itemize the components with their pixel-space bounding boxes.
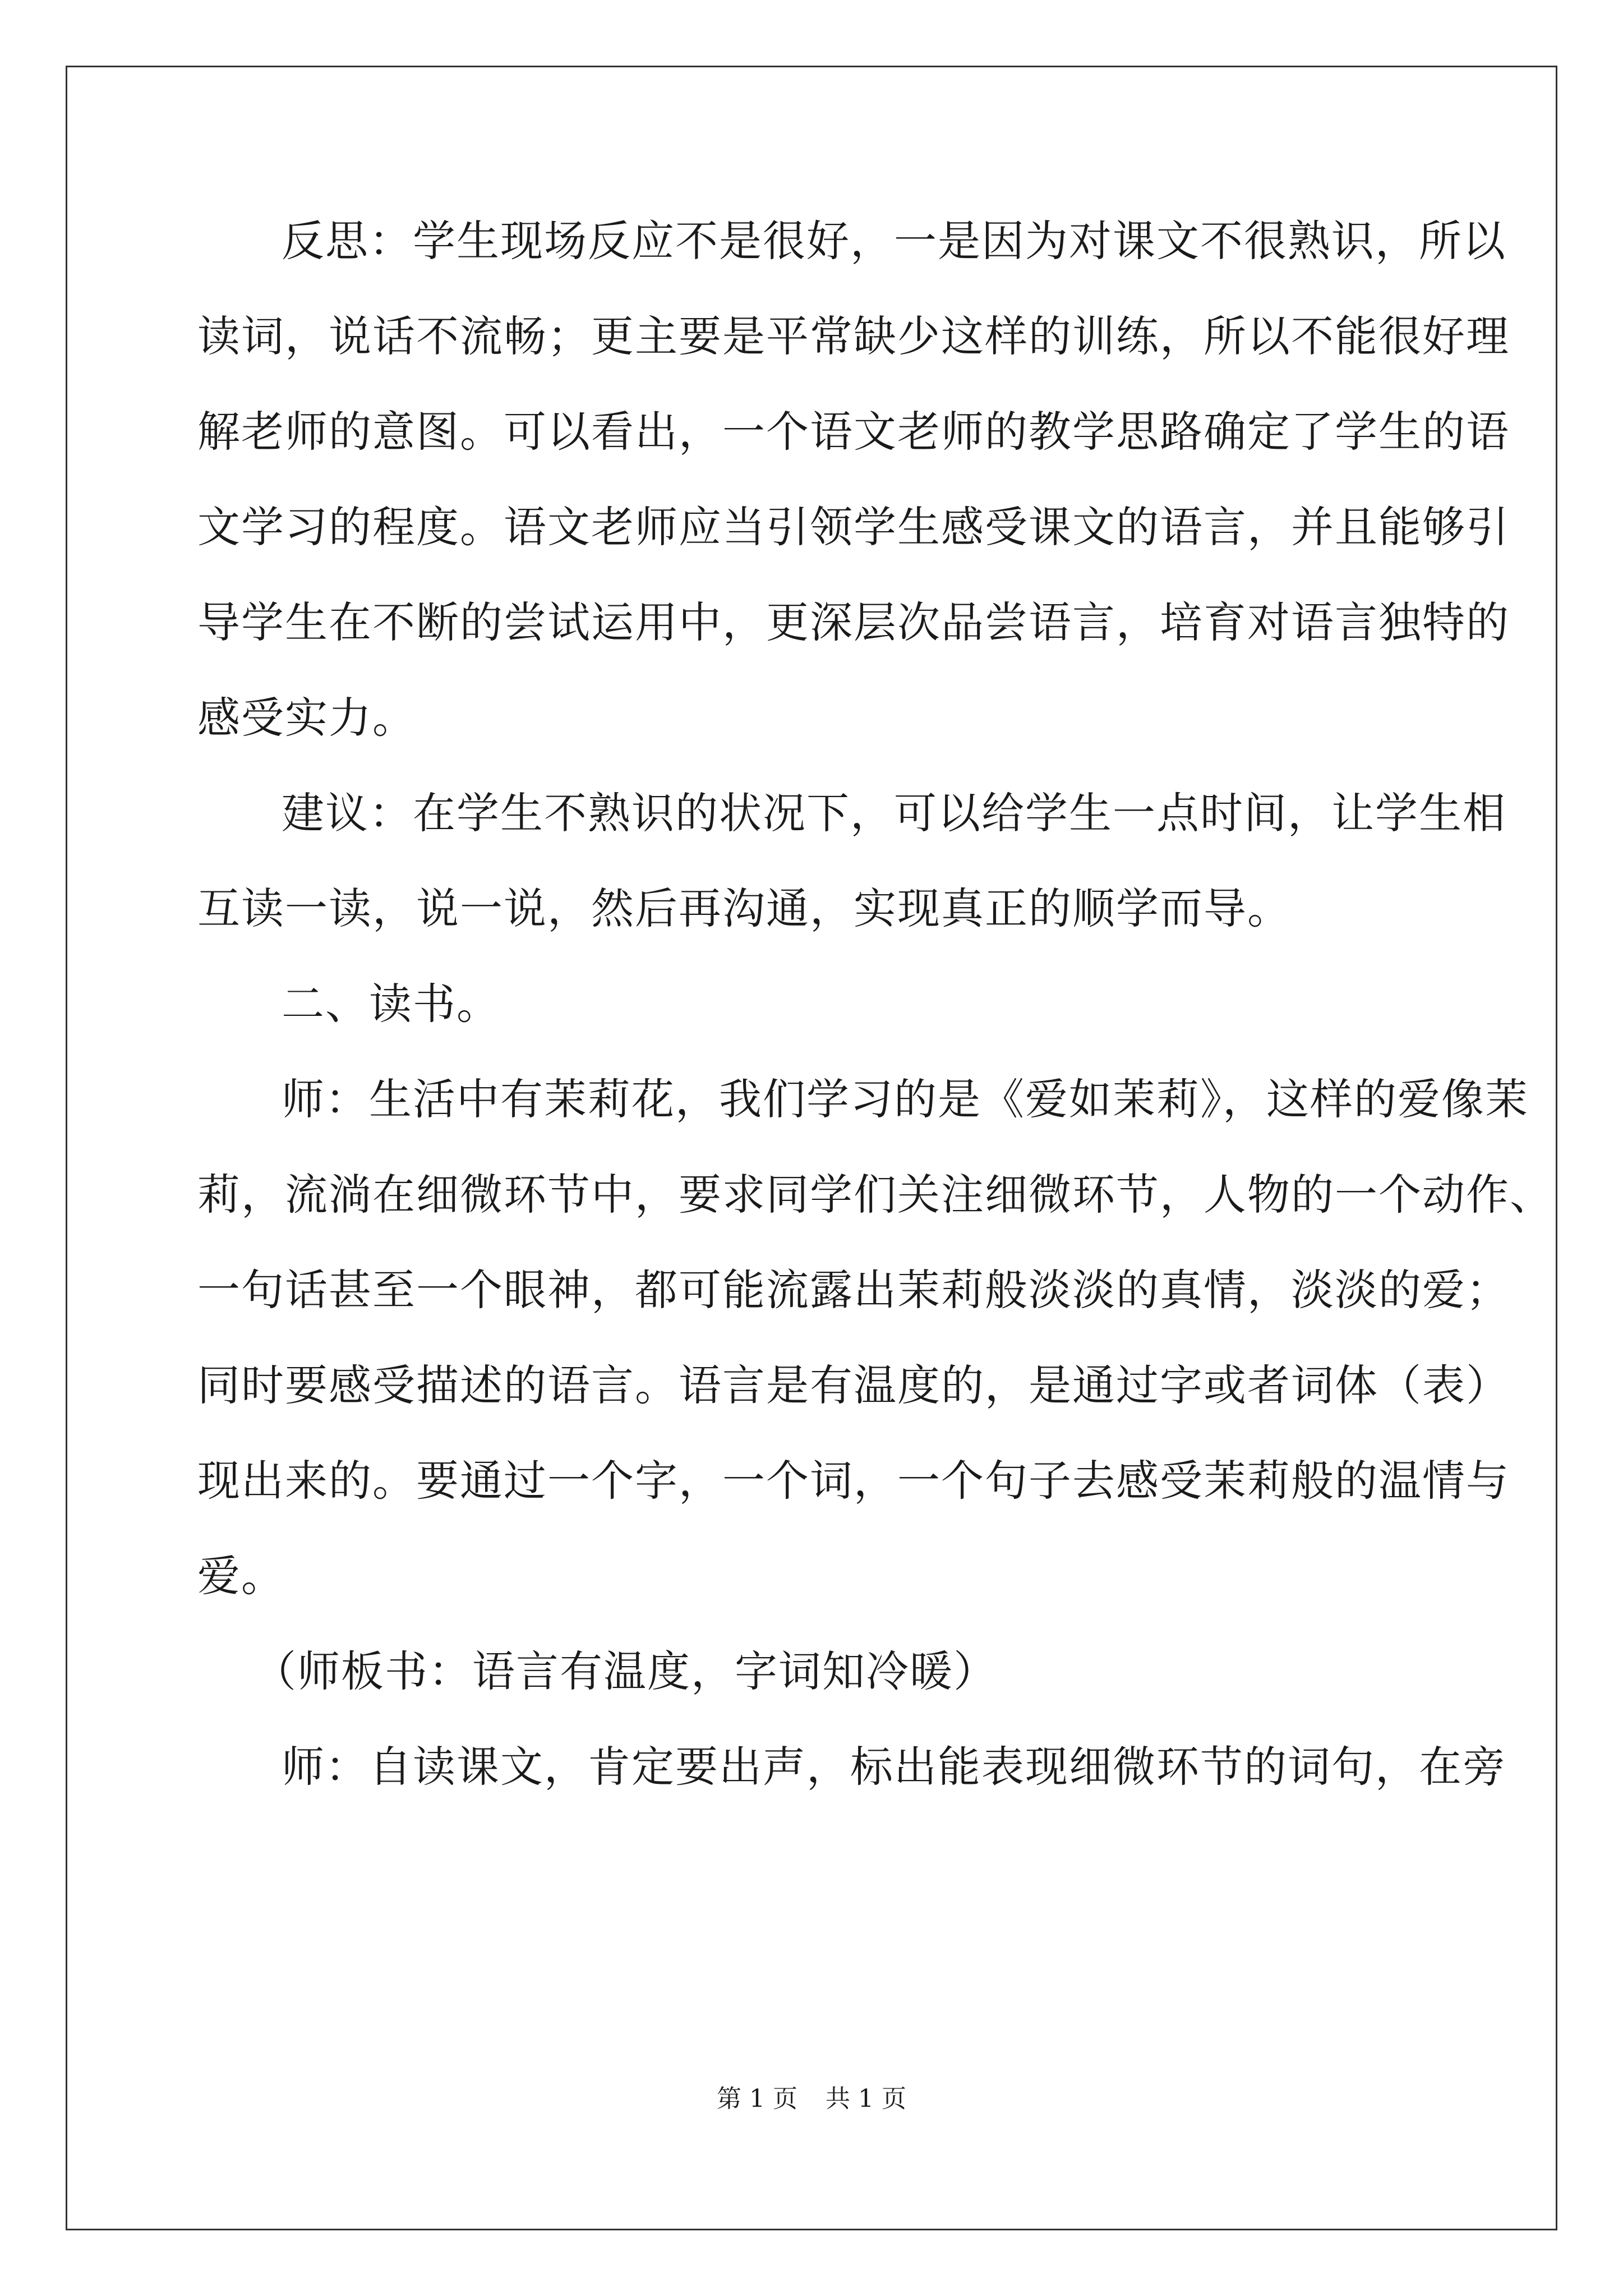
- text-line: 读词，说话不流畅；更主要是平常缺少这样的训练，所以不能很好理: [197, 311, 1510, 361]
- text-line: 导学生在不断的尝试运用中，更深层次品尝语言，培育对语言独特的: [197, 597, 1510, 647]
- page-footer: [0, 2078, 1623, 2114]
- text-line: 反思：学生现场反应不是很好，一是因为对课文不很熟识，所以: [282, 216, 1506, 266]
- text-line: 师：生活中有茉莉花，我们学习的是《爱如茉莉》，这样的爱像茉: [282, 1074, 1529, 1124]
- text-line: 感受实力。: [197, 693, 416, 743]
- text-line: 莉，流淌在细微环节中，要求同学们关注细微环节，人物的一个动作、: [197, 1170, 1553, 1220]
- text-line: 解老师的意图。可以看出，一个语文老师的教学思路确定了学生的语: [197, 407, 1510, 457]
- text-line: 同时要感受描述的语言。语言是有温度的，是通过字或者词体（表）: [197, 1360, 1510, 1410]
- page-number: 第 1 页: [717, 2085, 797, 2113]
- text-line: （师板书：语言有温度，字词知冷暖）: [253, 1646, 997, 1696]
- text-line: 师：自读课文，肯定要出声，标出能表现细微环节的词句，在旁: [282, 1742, 1506, 1792]
- page-total: 共 1 页: [826, 2085, 906, 2113]
- section-heading: 二、读书。: [282, 979, 500, 1029]
- text-line: 互读一读，说一说，然后再沟通，实现真正的顺学而导。: [197, 884, 1291, 933]
- text-line: 一句话甚至一个眼神，都可能流露出茉莉般淡淡的真情，淡淡的爱；: [197, 1265, 1510, 1315]
- text-line: 现出来的。要通过一个字，一个词，一个句子去感受茉莉般的温情与: [197, 1456, 1510, 1506]
- page-border: [66, 66, 1557, 2230]
- text-line: 建议：在学生不熟识的状况下，可以给学生一点时间，让学生相: [282, 788, 1506, 838]
- text-line: 文学习的程度。语文老师应当引领学生感受课文的语言，并且能够引: [197, 502, 1510, 552]
- text-line: 爱。: [197, 1551, 285, 1601]
